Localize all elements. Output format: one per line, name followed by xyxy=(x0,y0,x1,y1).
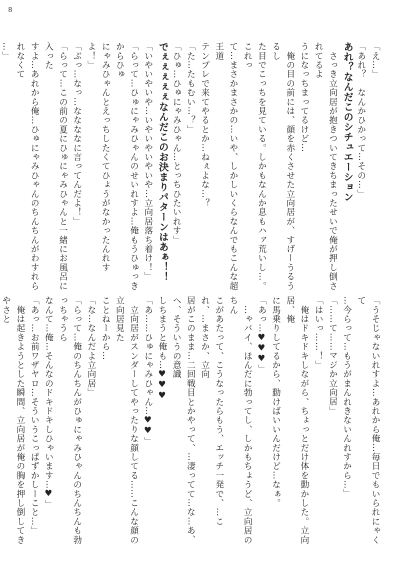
emphasis-line: でぇぇぇぇぇなんだこのお決まりパターンはあぁ！！ xyxy=(156,42,168,282)
text-line: 「はいっ……！」 xyxy=(313,296,324,370)
text-line: 「うそじゃないれすよ…あれから俺…毎日でもいられにゃくて xyxy=(355,296,380,545)
text-line: なんて…俺…そんなのドキドキしひゃいます…♥」 xyxy=(43,296,54,509)
page-number: 8 xyxy=(8,6,13,14)
text-line: …」 xyxy=(0,42,11,61)
text-line: に馬乗りしてるから、動けばいいんだけど…なぁ。 xyxy=(270,296,281,508)
text-line: 「らって…この前の夏にひゅにゃみひゃんと一緒にお風呂に入った xyxy=(43,42,68,291)
text-line: て…まさかまさかの…いや、しかしいくらなんでもこんな超王道 xyxy=(213,42,238,291)
top-text-block xyxy=(0,42,382,294)
text-line: すよ…あれから俺…ひゅにゃみひゃんのちんちんがわすれられなくて xyxy=(14,42,40,291)
text-line: 「らって…俺のちんちんがひゅにゃみひゃんのちんちんも勃っちゃうら xyxy=(57,296,82,545)
text-line: 「……て……マジか立向居」 xyxy=(327,296,338,416)
text-line: うになっちまってるけど… xyxy=(298,42,309,153)
text-line: た目でこっちを見ている。しかもなんか息もハァ荒いし…。これっ xyxy=(242,42,267,291)
text-line: 「あっ…お前ワザヤロ…そういうこっぱずかしーこと…」 xyxy=(29,296,40,536)
text-line: …ゃバイ、ほんだに勃ってし、しかもちょうど、立向居のちん xyxy=(227,296,253,545)
bottom-text-block xyxy=(0,296,382,546)
text-line: 「らって…ひゅにゃみひゃんのせいれすよ…俺もうひゅっきからひゅ xyxy=(114,42,139,291)
text-line: 「あっ…♥♥♥」 xyxy=(256,296,267,374)
text-line: 居がこのまま…二回戦目とかやって、…凄ってて…な…あ、ヘ、そういうの意識 xyxy=(171,296,196,545)
text-line: ことねーから… xyxy=(100,296,111,361)
text-line: 「た…たもむい…？」 xyxy=(185,42,196,134)
text-line: 「な…なんだよ立向居」 xyxy=(85,296,96,398)
emphasis-line: あれ？なんだこのシチュエーション xyxy=(341,42,353,202)
text-line: こがあたって、こうなったらもう、エッチ一発で、…これ、…まさか、立向 xyxy=(199,296,224,526)
text-line: 立向居がスンダーしてやったりな顔してる……こんな顔の立向居見た xyxy=(114,296,139,545)
text-line: テンプレで来てやるとか…ねぇよな…？ xyxy=(199,42,210,208)
text-line: …今らって…もうがまんれきないんれすから…」 xyxy=(341,296,352,499)
text-line: 「いやいやいや…いやいやいやいや…立向居落ち着け！」 xyxy=(142,42,153,282)
text-line: 「ぶっ…なっ…ななななに言ってんだよ！」 xyxy=(71,42,82,226)
text-line: 俺は起きようとした瞬間、立向居が俺の胸を押し倒してきやさと xyxy=(0,296,25,545)
text-line: 「あ……ひゅにゃみひゃん…♥♥」 xyxy=(142,296,153,446)
text-line: さっき立向居が抱きついてきちまったせいで俺が押し倒されてるよ xyxy=(313,42,338,291)
text-line: 「え…」 xyxy=(370,42,380,79)
text-line: 「あれ？ なんかひかって…その…」 xyxy=(355,42,366,199)
text-line: 俺の目の前には、顔を赤くさせた立向居が、すげーうるうるし xyxy=(270,42,295,291)
text-line: にゃみひゃんとえっちしたくてひょうがなかったんれすよ！」 xyxy=(85,42,111,272)
text-line: 俺はドキドキしながら、ちょっとだけ体を動かした。立向居、俺 xyxy=(284,296,309,545)
text-line: しちまうと俺も…♥♥♥ xyxy=(156,296,167,402)
text-line: 「ひゅ…ひゅにゃみひゃん…とっちひたいれす」 xyxy=(171,42,182,245)
